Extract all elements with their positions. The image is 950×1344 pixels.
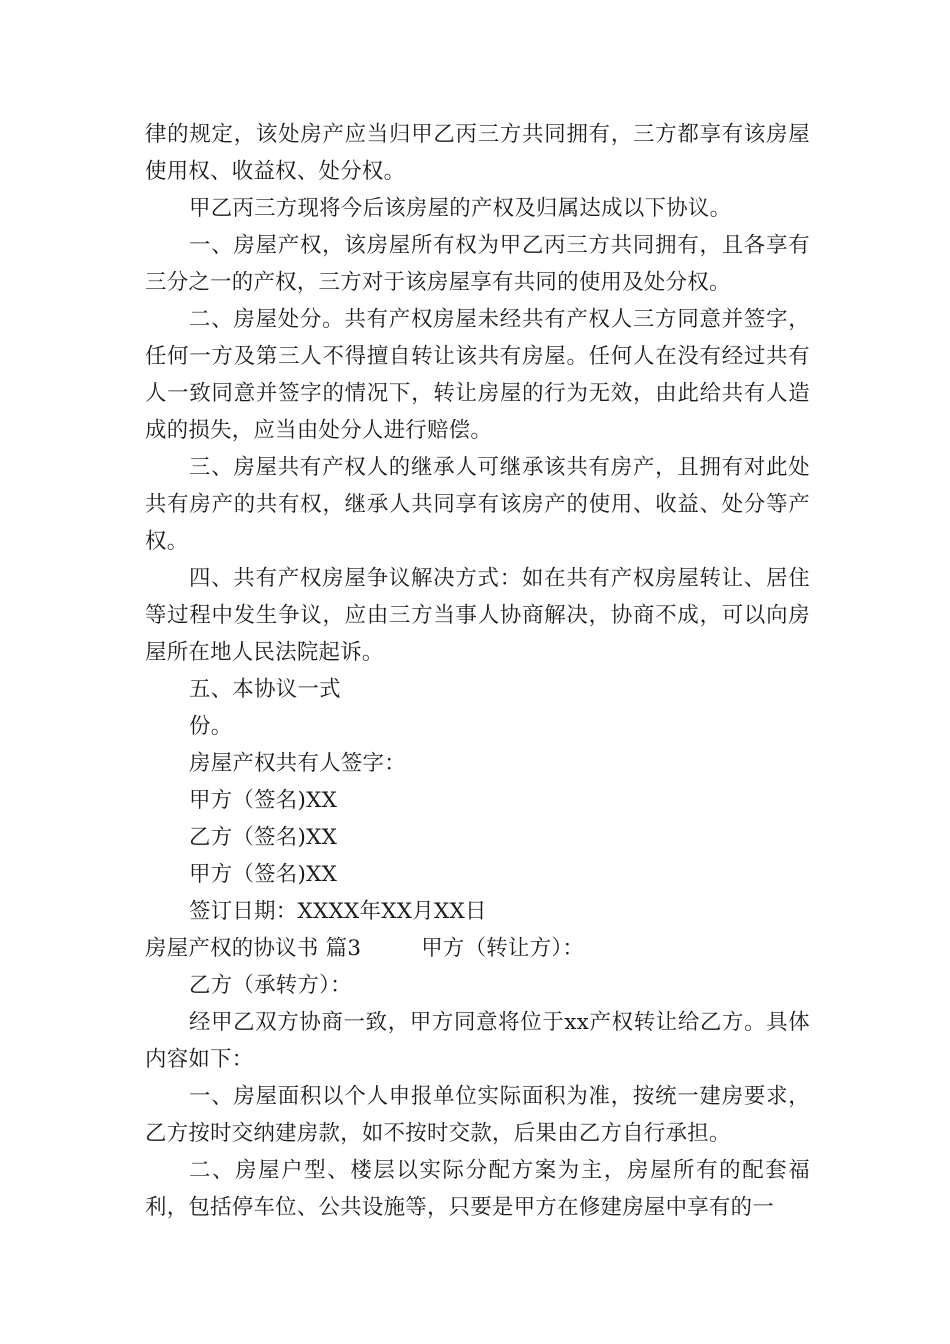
signature-party-c: 甲方（签名)XX (189, 862, 338, 887)
signature-party-b: 乙方（签名)XX (189, 825, 338, 850)
paragraph-clause-5: 五、本协议一式 (189, 677, 341, 702)
paragraph-transfer-clause-1: 一、房屋面积以个人申报单位实际面积为准，按统一建房要求，乙方按时交纳建房款，如不按时交款，后果由乙方自行承担。 (145, 1084, 810, 1146)
section-heading-line (145, 930, 810, 967)
paragraph-clause-1: 一、房屋产权，该房屋所有权为甲乙丙三方共同拥有，且各享有三分之一的产权，三方对于该房屋享有共同的使用及处分权。 (145, 233, 810, 295)
paragraph-continuation: 律的规定，该处房产应当归甲乙丙三方共同拥有，三方都享有该房屋使用权、收益权、处分权。 (145, 122, 810, 184)
document-body (145, 116, 810, 1226)
paragraph-transfer-clause-2: 二、房屋户型、楼层以实际分配方案为主，房屋所有的配套福利，包括停车位、公共设施等，只要是甲方在修建房屋中享有的一 (145, 1158, 810, 1220)
section-title: 房屋产权的协议书 篇3 (145, 936, 362, 961)
transferee-label: 乙方（承转方）： (189, 973, 352, 998)
signature-party-a: 甲方（签名)XX (189, 788, 338, 813)
transferor-label: 甲方（转让方）： (421, 936, 585, 961)
paragraph-copies: 份。 (189, 714, 233, 739)
paragraph-clause-4: 四、共有产权房屋争议解决方式：如在共有产权房屋转让、居住等过程中发生争议，应由三方当事人协商解决，协商不成，可以向房屋所在地人民法院起诉。 (145, 566, 810, 665)
paragraph-transfer-intro: 经甲乙双方协商一致，甲方同意将位于xx产权转让给乙方。具体内容如下： (145, 1010, 810, 1072)
paragraph-clause-3: 三、房屋共有产权人的继承人可继承该共有房产，且拥有对此处共有房产的共有权，继承人共同享有该房产的使用、收益、处分等产权。 (145, 455, 810, 554)
paragraph-clause-2: 二、房屋处分。共有产权房屋未经共有产权人三方同意并签字，任何一方及第三人不得擅自转让该共有房屋。任何人在没有经过共有人一致同意并签字的情况下，转让房屋的行为无效，由此给共有人造成的损失，应当由处分人进行赔偿。 (145, 307, 810, 443)
signing-date: 签订日期：XXXX年XX月XX日 (189, 899, 487, 924)
signature-heading: 房屋产权共有人签字： (189, 751, 406, 776)
paragraph-agreement-intro: 甲乙丙三方现将今后该房屋的产权及归属达成以下协议。 (189, 196, 732, 221)
